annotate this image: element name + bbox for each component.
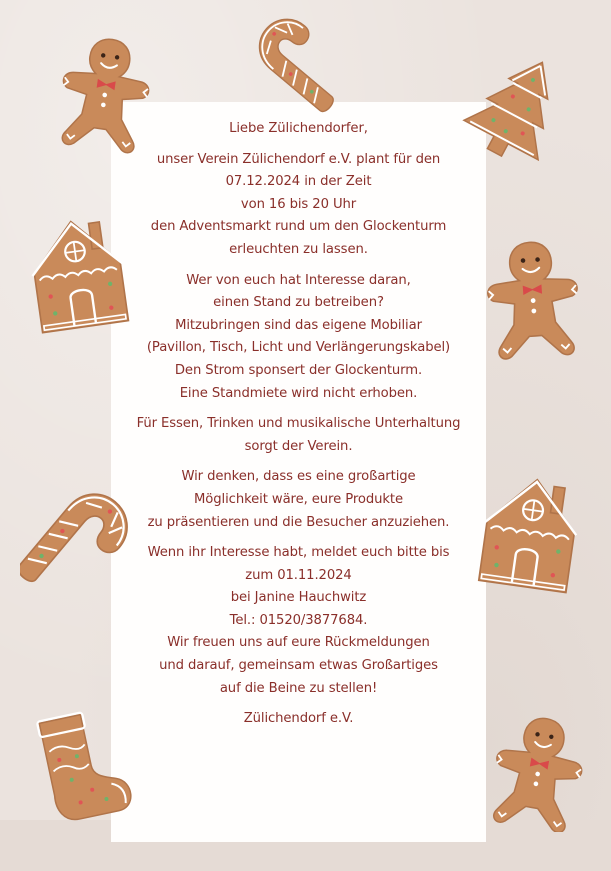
paragraph-contact	[111, 542, 486, 700]
text-line: einen Stand zu betreiben?	[213, 295, 384, 311]
greeting: Liebe Zülichendorfer,	[229, 121, 368, 136]
text-line: von 16 bis 20 Uhr	[240, 196, 357, 212]
text-line: Den Strom sponsert der Glockenturm.	[174, 362, 423, 378]
text-line: Für Essen, Trinken und musikalische Unterhaltung	[136, 416, 461, 432]
greeting-paragraph	[111, 118, 486, 141]
text-line: sorgt der Verein.	[244, 438, 353, 454]
text-line: (Pavillon, Tisch, Licht und Verlängerungskabel)	[146, 340, 451, 356]
letter-text	[111, 118, 486, 739]
text-line: erleuchten zu lassen.	[229, 241, 368, 257]
gingerbread-man-icon	[483, 712, 593, 832]
text-line: Wir denken, dass es eine großartige	[181, 469, 416, 485]
text-line: Möglichkeit wäre, eure Produkte	[194, 491, 403, 507]
text-line: bei Janine Hauchwitz	[230, 590, 367, 606]
text-line: und darauf, gemeinsam etwas Großartiges	[159, 658, 438, 674]
signature: Zülichendorf e.V.	[243, 711, 354, 727]
text-line: auf die Beine zu stellen!	[219, 680, 378, 696]
signature-paragraph	[111, 708, 486, 731]
text-line: Mitzubringen sind das eigene Mobiliar	[175, 317, 422, 333]
gingerbread-man-icon	[478, 236, 588, 361]
text-line: Wir freuen uns auf eure Rückmeldungen	[167, 635, 430, 651]
paragraph-food	[111, 413, 486, 458]
paragraph-opportunity	[111, 466, 486, 534]
text-line: Eine Standmiete wird nicht erhoben.	[179, 385, 418, 401]
paragraph-event	[111, 149, 486, 262]
text-line: den Adventsmarkt rund um den Glockenturm	[150, 219, 447, 235]
text-line: zu präsentieren und die Besucher anzuziehen.	[147, 514, 450, 530]
text-line: Tel.: 01520/3877684.	[229, 612, 368, 628]
text-line: unser Verein Zülichendorf e.V. plant für den	[156, 151, 441, 167]
text-line: zum 01.11.2024	[245, 567, 352, 583]
paragraph-stand	[111, 270, 486, 406]
text-line: Wenn ihr Interesse habt, meldet euch bitte bis	[147, 545, 450, 561]
gingerbread-house-icon	[470, 466, 590, 598]
text-line: 07.12.2024 in der Zeit	[225, 174, 372, 190]
candy-cane-icon	[245, 5, 360, 115]
text-line: Wer von euch hat Interesse daran,	[186, 272, 411, 288]
